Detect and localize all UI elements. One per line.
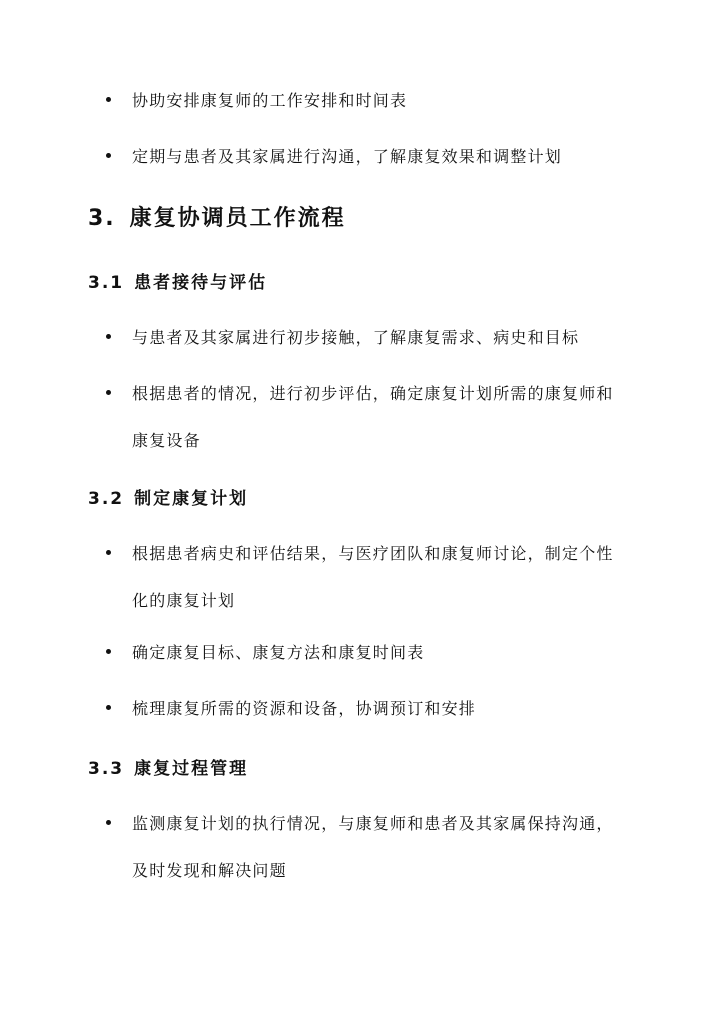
subsection-number: 3.2: [88, 489, 125, 509]
subsection-number: 3.1: [88, 273, 125, 293]
bullet-icon: [106, 649, 111, 654]
bullet-icon: [106, 550, 111, 555]
list-item-text: 定期与患者及其家属进行沟通，了解康复效果和调整计划: [132, 147, 563, 166]
list-item: [106, 133, 626, 180]
list-item: [106, 629, 626, 676]
list-item: [106, 314, 626, 361]
subsection-heading: [88, 268, 267, 293]
section-number: 3.: [88, 206, 116, 231]
list-item: [106, 77, 626, 124]
subsection-number: 3.3: [88, 759, 125, 779]
list-item-text: 与患者及其家属进行初步接触，了解康复需求、病史和目标: [132, 328, 580, 347]
subsection-heading: [88, 484, 248, 509]
bullet-icon: [106, 153, 111, 158]
list-item-text: 确定康复目标、康复方法和康复时间表: [132, 643, 425, 662]
bullet-icon: [106, 97, 111, 102]
subsection-title: 康复过程管理: [134, 759, 249, 779]
list-item: [106, 800, 626, 894]
list-item-text: 协助安排康复师的工作安排和时间表: [132, 91, 408, 110]
list-item-text: 根据患者的情况，进行初步评估，确定康复计划所需的康复师和康复设备: [132, 384, 614, 450]
section-heading: [88, 201, 346, 232]
bullet-icon: [106, 705, 111, 710]
list-item-text: 监测康复计划的执行情况，与康复师和患者及其家属保持沟通，及时发现和解决问题: [132, 814, 614, 880]
list-item: [106, 370, 626, 464]
list-item-text: 梳理康复所需的资源和设备，协调预订和安排: [132, 699, 477, 718]
list-item: [106, 530, 626, 624]
list-item-text: 根据患者病史和评估结果，与医疗团队和康复师讨论，制定个性化的康复计划: [132, 544, 614, 610]
section-title: 康复协调员工作流程: [129, 206, 346, 231]
bullet-icon: [106, 334, 111, 339]
bullet-icon: [106, 820, 111, 825]
list-item: [106, 685, 626, 732]
bullet-icon: [106, 390, 111, 395]
subsection-title: 患者接待与评估: [134, 273, 268, 293]
subsection-heading: [88, 754, 248, 779]
subsection-title: 制定康复计划: [134, 489, 249, 509]
